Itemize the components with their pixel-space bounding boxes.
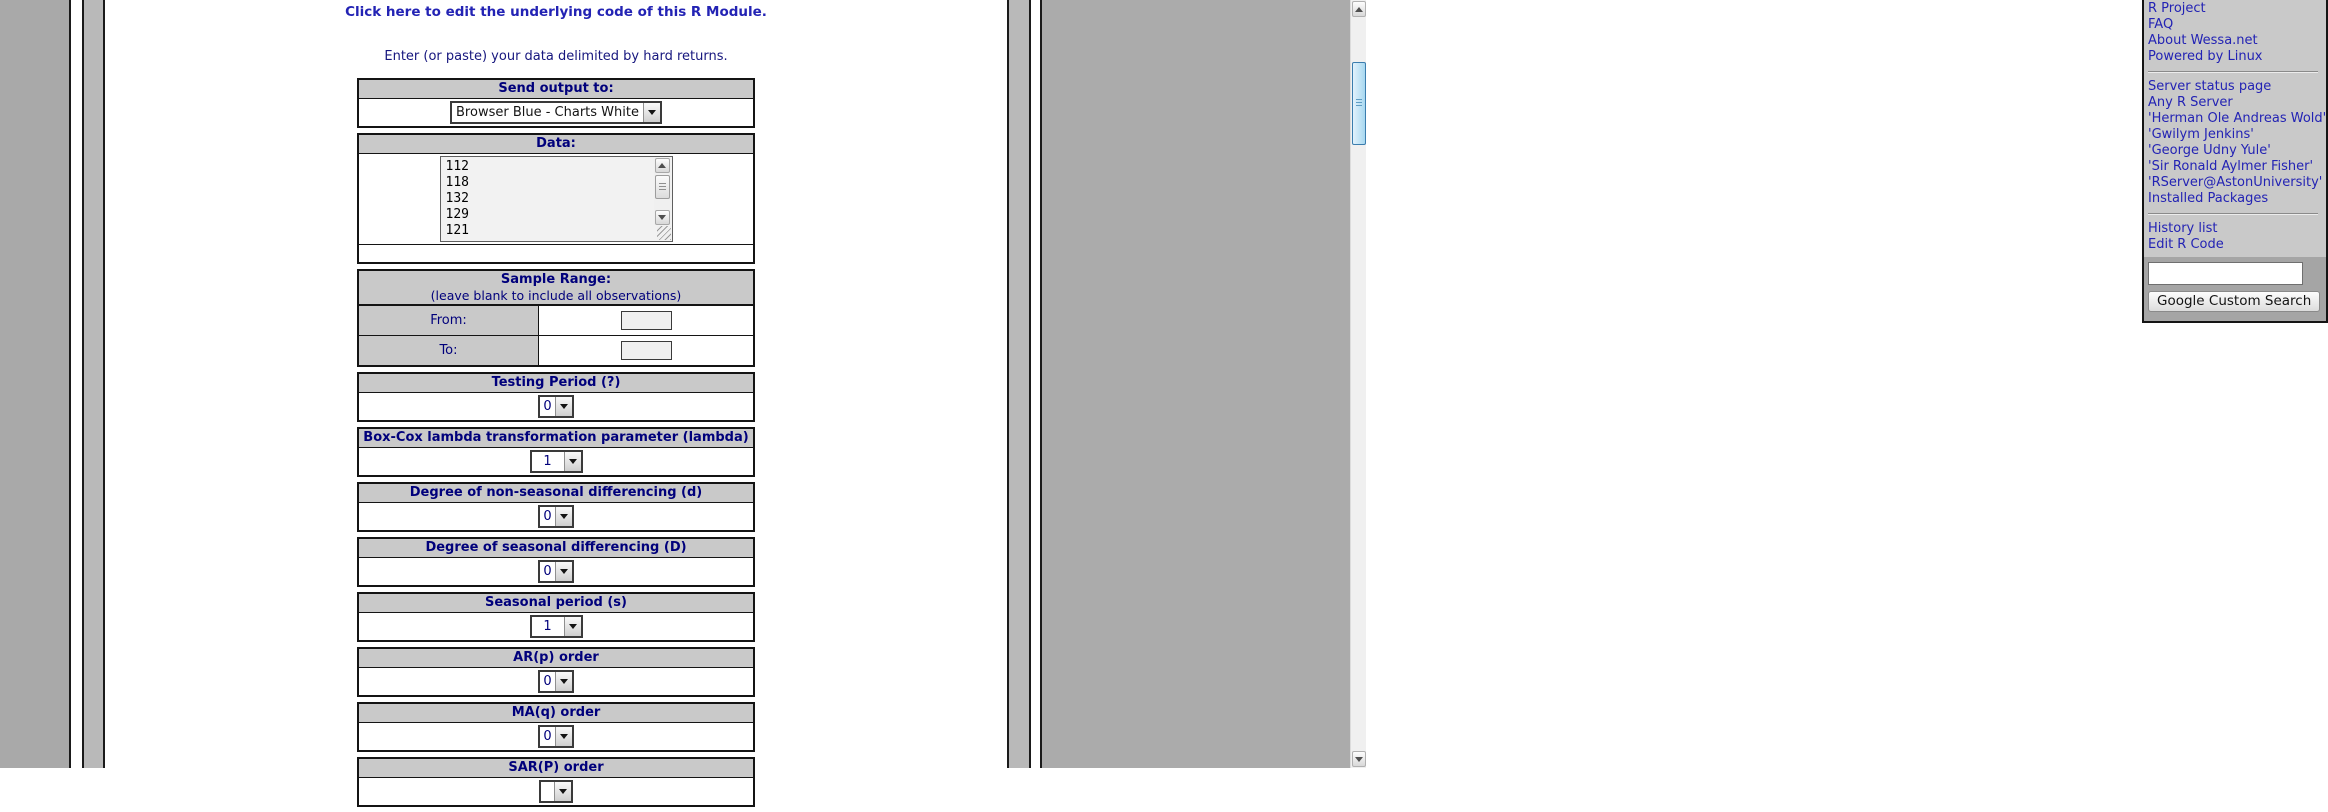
data-body [359,154,753,244]
sidebar-link[interactable]: Powered by Linux [2148,49,2263,64]
parameter-header: Degree of non-seasonal differencing (d) [359,484,753,503]
parameter-header: Testing Period (?) [359,374,753,393]
sidebar-link-group-3 [2148,221,2324,253]
parameter-body [359,723,753,750]
sidebar-link[interactable]: Installed Packages [2148,191,2269,206]
send-output-select-value: Browser Blue - Charts White [452,103,643,122]
page-scrollbar-thumb[interactable] [1352,62,1366,145]
parameter-select[interactable] [530,615,583,638]
sample-range-header [359,271,753,305]
send-output-section [357,78,755,128]
parameter-body [359,668,753,695]
send-output-header: Send output to: [359,80,753,99]
parameter-select-value: 0 [540,562,554,581]
scroll-up-icon[interactable] [655,158,670,173]
parameter-select-value: 1 [532,617,564,636]
parameter-body [359,778,753,805]
textarea-scrollbar-thumb[interactable] [655,175,670,199]
sample-range-section [357,269,755,367]
range-input[interactable] [621,311,672,330]
parameter-header: Degree of seasonal differencing (D) [359,539,753,558]
sidebar-link[interactable]: About Wessa.net [2148,33,2258,48]
sidebar-link-group-1 [2148,1,2324,65]
page-scrollbar[interactable] [1350,0,1366,768]
parameter-header: AR(p) order [359,649,753,668]
parameter-select[interactable] [530,450,583,473]
data-line: 129 [445,207,469,222]
parameter-select[interactable] [539,780,573,803]
range-input[interactable] [621,341,672,360]
parameter-section [357,647,755,697]
sidebar-link[interactable]: 'Gwilym Jenkins' [2148,127,2254,142]
sidebar-link[interactable]: 'Herman Ole Andreas Wold' [2148,111,2327,126]
sidebar-search-area [2144,257,2326,321]
chevron-down-icon[interactable] [564,617,581,636]
parameter-select-value [541,782,554,801]
data-line: 112 [445,159,469,174]
parameter-select[interactable] [538,505,573,528]
data-line: 121 [445,223,469,238]
data-lines [446,159,650,239]
sidebar-link[interactable]: History list [2148,221,2218,236]
range-label: From: [359,306,539,335]
send-output-body [359,99,753,126]
send-output-select[interactable] [450,101,662,124]
parameter-section [357,482,755,532]
parameter-header: MA(q) order [359,704,753,723]
data-textarea[interactable] [440,156,673,242]
data-instruction: Enter (or paste) your data delimited by hard returns. [384,49,728,64]
chevron-down-icon[interactable] [643,103,660,122]
chevron-down-icon[interactable] [555,397,572,416]
sidebar-link-group-2 [2148,79,2327,207]
parameter-body [359,558,753,585]
parameter-body [359,448,753,475]
parameter-section [357,537,755,587]
parameter-select[interactable] [538,725,573,748]
sidebar-divider [2148,213,2318,215]
data-line: 132 [445,191,469,206]
range-label: To: [359,336,539,365]
parameter-section [357,372,755,422]
textarea-scrollbar[interactable] [654,158,671,225]
parameter-body [359,393,753,420]
sidebar-link[interactable]: FAQ [2148,17,2174,32]
parameter-header: SAR(P) order [359,759,753,778]
chevron-down-icon[interactable] [555,672,572,691]
data-header: Data: [359,135,753,154]
left-gutter [0,0,71,768]
sidebar-links [2144,0,2326,257]
data-section [357,133,755,264]
parameter-section [357,592,755,642]
sidebar-divider [2148,71,2318,73]
data-spacer-row [359,244,753,262]
scroll-up-icon[interactable] [1352,1,1366,17]
sidebar-link[interactable]: 'RServer@AstonUniversity' [2148,175,2323,190]
sidebar-link[interactable]: R Project [2148,1,2206,16]
sidebar-link[interactable]: 'George Udny Yule' [2148,143,2271,158]
parameter-section [357,757,755,807]
parameter-select-value: 1 [532,452,564,471]
parameter-section [357,427,755,477]
right-strip [1007,0,1031,768]
chevron-down-icon[interactable] [564,452,581,471]
range-field-cell [539,306,753,335]
parameter-select-value: 0 [540,397,554,416]
right-gutter [1040,0,2327,768]
parameter-header: Box-Cox lambda transformation parameter (lambda) [359,429,753,448]
parameter-select-value: 0 [540,727,554,746]
sidebar [2142,0,2328,323]
parameter-header: Seasonal period (s) [359,594,753,613]
chevron-down-icon[interactable] [555,507,572,526]
sample-range-rows [359,305,753,365]
google-search-input[interactable] [2148,262,2303,285]
sample-range-note: (leave blank to include all observations) [430,288,682,303]
sample-range-row [359,335,753,365]
parameter-select[interactable] [538,560,573,583]
parameter-select[interactable] [538,670,573,693]
range-field-cell [539,336,753,365]
edit-r-code-link[interactable]: Click here to edit the underlying code of this R Module. [345,4,767,20]
scroll-down-icon[interactable] [1352,751,1366,767]
parameter-body [359,503,753,530]
sidebar-link[interactable]: Edit R Code [2148,237,2224,252]
scroll-down-icon[interactable] [655,210,670,225]
chevron-down-icon[interactable] [554,782,571,801]
module-form [105,78,1007,812]
parameter-body [359,613,753,640]
sidebar-link[interactable]: Any R Server [2148,95,2233,110]
sidebar-link[interactable]: Server status page [2148,79,2272,94]
google-custom-search-button[interactable]: Google Custom Search [2148,291,2320,312]
parameter-select-value: 0 [540,507,554,526]
parameter-section [357,702,755,752]
resize-grip-icon[interactable] [657,226,671,240]
chevron-down-icon[interactable] [555,727,572,746]
main-content [105,0,1007,775]
sidebar-link[interactable]: 'Sir Ronald Aylmer Fisher' [2148,159,2314,174]
left-strip [82,0,105,768]
chevron-down-icon[interactable] [555,562,572,581]
parameter-sections [105,372,1007,807]
sample-range-title: Sample Range: [500,272,612,287]
sample-range-row [359,305,753,335]
parameter-select-value: 0 [540,672,554,691]
parameter-select[interactable] [538,395,573,418]
data-line: 118 [445,175,469,190]
